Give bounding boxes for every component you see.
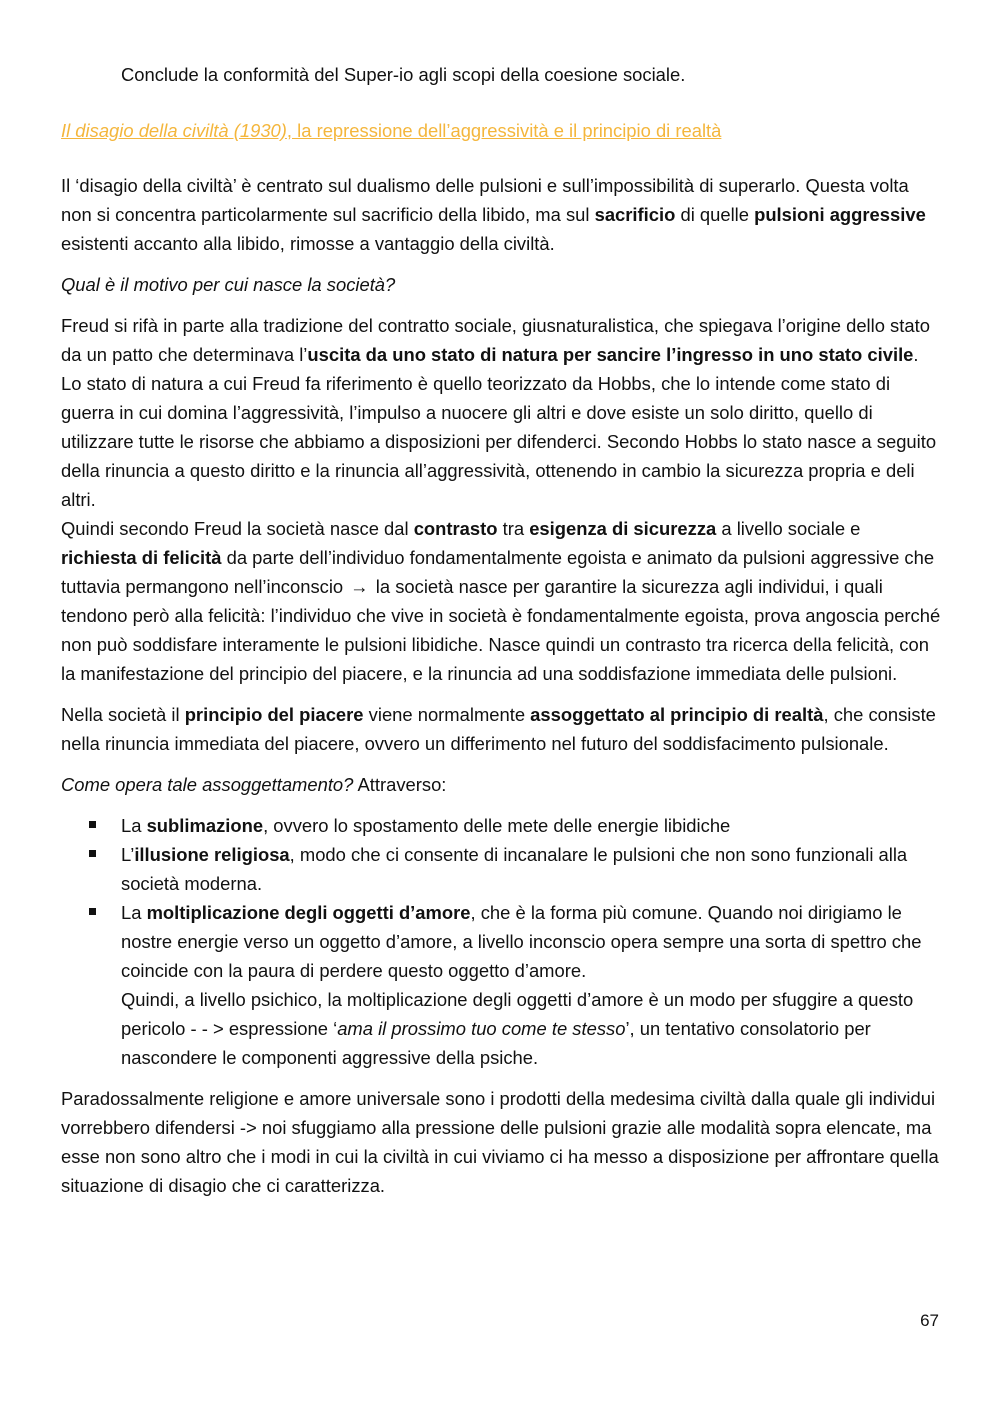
bold-span: contrasto xyxy=(413,518,498,539)
text-span: ’, un tentativo consolatorio per nascondere le componenti aggressive della psiche. xyxy=(121,1018,871,1068)
text-span: Nella società il xyxy=(61,704,185,725)
bold-span: richiesta di felicità xyxy=(61,547,222,568)
question-2 xyxy=(61,770,941,799)
bold-span: sublimazione xyxy=(146,815,264,836)
page-number: 67 xyxy=(920,1311,939,1330)
page-content xyxy=(61,60,941,1200)
text-span: tra xyxy=(497,518,530,539)
list-item xyxy=(61,811,941,840)
text-span: esistenti accanto alla libido, rimosse a vantaggio della civiltà. xyxy=(61,233,555,254)
bold-span: sacrificio xyxy=(594,204,676,225)
bold-span: esigenza di sicurezza xyxy=(529,518,717,539)
text-span: da parte dell’individuo fondamentalmente egoista e animato da pulsioni aggressive che tuttavia permangono nell’inconscio xyxy=(61,547,935,597)
bold-span: pulsioni aggressive xyxy=(754,204,926,225)
text-span: la società nasce per garantire la sicurezza agli individui, i quali tendono però alla felicità: l’individuo che vive in società è fondamentalmente egoista, prova angoscia perché non può soddisfare interamente le pulsioni libidiche. Nasce quindi un contrasto tra ricerca della felicità, con la manifestazione del principio del piacere, e la rinuncia ad una soddisfazione immediata delle pulsioni. xyxy=(61,576,941,684)
paragraph-5: Paradossalmente religione e amore universale sono i prodotti della medesima civiltà dalla quale gli individui vorrebbero difendersi -> noi sfuggiamo alla pressione delle pulsioni grazie alle modalità sopra elencate, ma esse non sono altro che i modi in cui la civiltà in cui viviamo ci ha messo a disposizione per affrontare quella situazione di disagio che ci caratterizza. xyxy=(61,1088,939,1196)
text-span: Quindi, a livello psichico, la moltiplicazione degli oggetti d’amore è un modo per sfuggire a questo pericolo - - > espressione ‘ xyxy=(121,989,914,1039)
text-span: di quelle xyxy=(675,204,755,225)
right-arrow-icon: → xyxy=(350,576,369,597)
square-bullet-icon xyxy=(89,908,96,915)
heading-rest: , la repressione dell’aggressività e il principio di realtà xyxy=(286,120,722,141)
heading-italic: Il disagio della civiltà (1930) xyxy=(61,120,287,141)
text-span: . Lo stato di natura a cui Freud fa riferimento è quello teorizzato da Hobbs, che lo intende come stato di guerra in cui domina l’aggressività, l’impulso a nuocere gli altri e dove esiste un solo diritto, quello di utilizzare tutte le risorse che abbiamo a disposizioni per difenderci. Secondo Hobbs lo stato nasce a seguito della rinuncia a questo diritto e la rinuncia all’aggressività, ottenendo in cambio la sicurezza propria e deli altri. xyxy=(61,344,937,510)
question-1: Qual è il motivo per cui nasce la società? xyxy=(61,274,396,295)
bold-span: assoggettato al principio di realtà xyxy=(530,704,824,725)
text-span: viene normalmente xyxy=(363,704,531,725)
list-item xyxy=(61,840,941,898)
paragraph-1 xyxy=(61,171,941,258)
italic-span: ama il prossimo tuo come te stesso xyxy=(337,1018,626,1039)
intro-line: Conclude la conformità del Super-io agli scopi della coesione sociale. xyxy=(121,64,686,85)
list-item xyxy=(61,898,941,1072)
text-span: Freud si rifà in parte alla tradizione del contratto sociale, giusnaturalistica, che spiegava l’origine dello stato da un patto che determinava l’ xyxy=(61,315,930,365)
paragraph-4 xyxy=(61,700,941,758)
text-span: La xyxy=(121,815,147,836)
paragraph-2 xyxy=(61,311,941,514)
text-span: L’ xyxy=(121,844,135,865)
text-span: , che consiste nella rinuncia immediata del piacere, ovvero un differimento nel futuro del soddisfacimento pulsionale. xyxy=(61,704,936,754)
bullet-list xyxy=(61,811,941,1072)
bold-span: uscita da uno stato di natura per sancire l’ingresso in uno stato civile xyxy=(307,344,914,365)
text-span: a livello sociale e xyxy=(716,518,861,539)
text-span: , modo che ci consente di incanalare le pulsioni che non sono funzionali alla società moderna. xyxy=(121,844,908,894)
text-span: La xyxy=(121,902,147,923)
section-heading xyxy=(61,116,941,145)
square-bullet-icon xyxy=(89,821,96,828)
text-span: Attraverso: xyxy=(353,774,447,795)
bold-span: moltiplicazione degli oggetti d’amore xyxy=(146,902,471,923)
italic-span: Come opera tale assoggettamento? xyxy=(61,774,354,795)
square-bullet-icon xyxy=(89,850,96,857)
text-span: Il ‘disagio della civiltà’ è centrato sul dualismo delle pulsioni e sull’impossibilità di superarlo. Questa volta non si concentra particolarmente sul sacrificio della libido, ma sul xyxy=(61,175,909,225)
paragraph-3 xyxy=(61,514,941,688)
text-span: , che è la forma più comune. Quando noi dirigiamo le nostre energie verso un oggetto d’amore, a livello inconscio opera sempre una sorta di spettro che coincide con la paura di perdere questo oggetto d’amore. xyxy=(121,902,922,981)
bold-span: illusione religiosa xyxy=(134,844,290,865)
bold-span: principio del piacere xyxy=(184,704,364,725)
text-span: Quindi secondo Freud la società nasce dal xyxy=(61,518,414,539)
text-span: , ovvero lo spostamento delle mete delle energie libidiche xyxy=(263,815,731,836)
